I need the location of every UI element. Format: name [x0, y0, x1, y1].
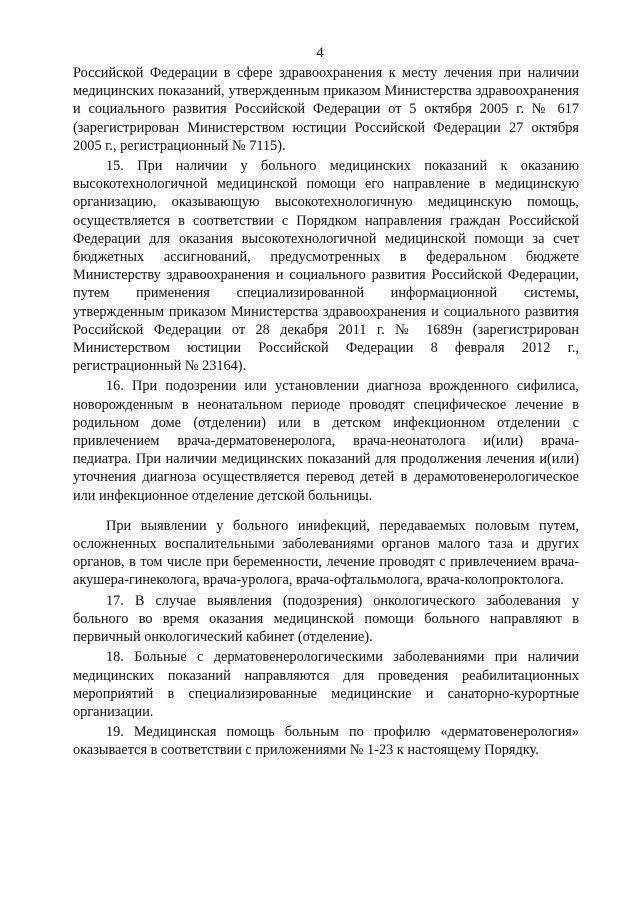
paragraph-19: 19. Медицинская помощь больным по профилю «дерматовенерология» оказывается в соответствии с приложениями № 1-23 к настоящему Порядку. [73, 724, 579, 759]
document-text [73, 64, 579, 762]
paragraph-18: 18. Больные с дерматовенерологическими заболеваниями при наличии медицинских показаний направляются для проведения реабилитационных мероприятий в специализированные медицинские и санаторно-курортные организации. [73, 649, 579, 720]
paragraph-15: 15. При наличии у больного медицинских показаний к оказанию высокотехнологичной медицинской помощи его направление в медицинскую организацию, оказывающую высокотехнологичную медицинскую помощь, осуществляется в соответствии с Порядком направления граждан Российской Федерации для оказания высокотехнологичной медицинской помощи за счет бюджетных ассигнований, предусмотренных в федеральном бюджете Министерству здравоохранения и социального развития Российской Федерации, путем применения специализированной информационной системы, утвержденным приказом Министерства здравоохранения и социального развития Российской Федерации от 28 декабря 2011 г. № 1689н (зарегистрирован Министерством юстиции Российской Федерации 8 февраля 2012 г., регистрационный № 23164). [73, 158, 579, 375]
paragraph-16: 16. При подозрении или установлении диагноза врожденного сифилиса, новорожденным в неонатальном периоде проводят специфическое лечение в родильном доме (отделении) или в детском инфекционном отделении с привлечением врача-дерматовенеролога, врача-неонатолога и(или) врача-педиатра. При наличии медицинских показаний для продолжения лечения и(или) уточнения диагноза осуществляется перевод детей в дерамотовенерологическое или инфекционное отделение детской больницы. [73, 378, 579, 504]
paragraph-continuation: Российской Федерации в сфере здравоохранения к месту лечения при наличии медицинских показаний, утвержденным приказом Министерства здравоохранения и социального развития Российской Федерации от 5 октября 2005 г. № 617 (зарегистрирован Министерством юстиции Российской Федерации 27 октября 2005 г., регистрационный № 7115). [73, 65, 579, 154]
page-number: 4 [316, 45, 324, 61]
paragraph-16-infections: При выявлении у больного инифекций, передаваемых половым путем, осложненных воспалительными заболеваниями органов малого таза и других органов, в том числе при беременности, лечение проводят с привлечением врача-акушера-гинеколога, врача-уролога, врача-офтальмолога, врача-колопроктолога. [73, 517, 579, 589]
paragraph-17: 17. В случае выявления (подозрения) онкологического заболевания у больного во время оказания медицинской помощи больного направляют в первичный онкологический кабинет (отделение). [73, 592, 579, 646]
